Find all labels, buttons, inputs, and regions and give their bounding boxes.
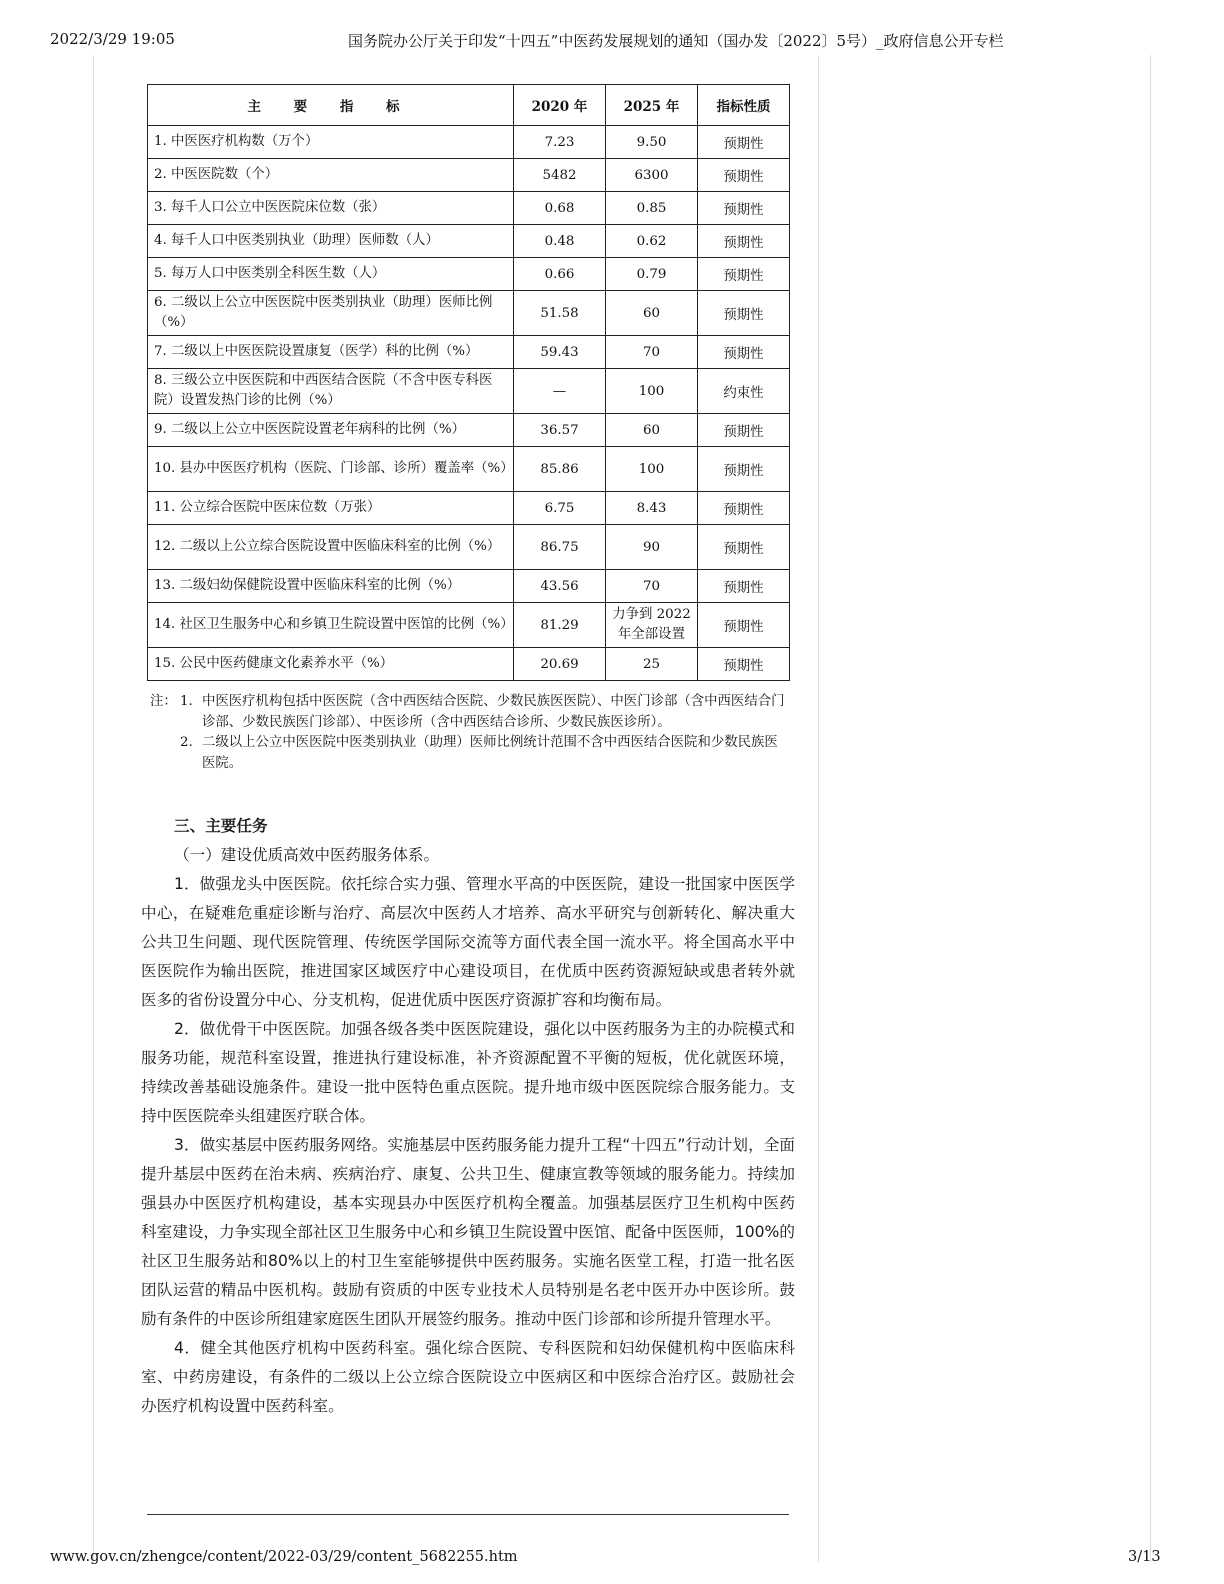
indicator-name-cell: 8. 三级公立中医医院和中西医结合医院（不含中医专科医院）设置发热门诊的比例（%） bbox=[148, 369, 514, 414]
value-2025-cell: 0.79 bbox=[606, 258, 698, 291]
table-row bbox=[148, 369, 790, 414]
content-bottom-rule bbox=[147, 1514, 789, 1515]
paragraph: 1．做强龙头中医医院。依托综合实力强、管理水平高的中医医院，建设一批国家中医医学中心，在疑难危重症诊断与治疗、高层次中医药人才培养、高水平研究与创新转化、解决重大公共卫生问题、现代医院管理、传统医学国际交流等方面代表全国一流水平。将全国高水平中医医院作为输出医院，推进国家区域医疗中心建设项目，在优质中医药资源短缺或患者转外就医多的省份设置分中心、分支机构，促进优质中医医疗资源扩容和均衡布局。 bbox=[141, 875, 795, 1009]
note-lead: 注： bbox=[150, 694, 177, 709]
value-2025-cell: 100 bbox=[606, 447, 698, 492]
table-row bbox=[148, 159, 790, 192]
value-2020-cell: 0.68 bbox=[514, 192, 606, 225]
table-row bbox=[148, 414, 790, 447]
nature-cell: 预期性 bbox=[698, 492, 790, 525]
table-row bbox=[148, 336, 790, 369]
nature-cell: 预期性 bbox=[698, 225, 790, 258]
value-2025-cell: 70 bbox=[606, 336, 698, 369]
table-header-row bbox=[148, 85, 790, 126]
table-row bbox=[148, 492, 790, 525]
print-datetime: 2022/3/29 19:05 bbox=[50, 30, 175, 48]
column-header-2025: 2025 年 bbox=[606, 85, 698, 126]
value-2020-cell: 0.66 bbox=[514, 258, 606, 291]
table-row bbox=[148, 648, 790, 681]
nature-cell: 预期性 bbox=[698, 570, 790, 603]
indicator-name-cell: 12. 二级以上公立综合医院设置中医临床科室的比例（%） bbox=[148, 525, 514, 570]
note-number: 1. bbox=[180, 694, 193, 709]
note-item bbox=[150, 692, 790, 733]
value-2025-cell: 25 bbox=[606, 648, 698, 681]
note-item bbox=[150, 733, 790, 774]
value-2020-cell: 36.57 bbox=[514, 414, 606, 447]
value-2020-cell: 59.43 bbox=[514, 336, 606, 369]
table-notes bbox=[150, 692, 790, 774]
indicator-name-cell: 1. 中医医疗机构数（万个） bbox=[148, 126, 514, 159]
value-2025-cell: 8.43 bbox=[606, 492, 698, 525]
page-number: 3/13 bbox=[1128, 1549, 1161, 1565]
section-title: 三、主要任务 bbox=[174, 817, 268, 835]
paragraph: 2．做优骨干中医医院。加强各级各类中医医院建设，强化以中医药服务为主的办院模式和服务功能，规范科室设置，推进执行建设标准，补齐资源配置不平衡的短板，优化就医环境，持续改善基础设施条件。建设一批中医特色重点医院。提升地市级中医医院综合服务能力。支持中医医院牵头组建医疗联合体。 bbox=[141, 1020, 795, 1125]
left-margin-rule bbox=[93, 55, 94, 1562]
table-body bbox=[148, 126, 790, 681]
table-row bbox=[148, 447, 790, 492]
page-right-rule bbox=[1150, 55, 1151, 1562]
value-2025-cell: 100 bbox=[606, 369, 698, 414]
nature-cell: 预期性 bbox=[698, 258, 790, 291]
value-2025-cell: 9.50 bbox=[606, 126, 698, 159]
indicator-name-cell: 13. 二级妇幼保健院设置中医临床科室的比例（%） bbox=[148, 570, 514, 603]
value-2020-cell: 51.58 bbox=[514, 291, 606, 336]
value-2025-cell: 70 bbox=[606, 570, 698, 603]
indicator-name-cell: 7. 二级以上中医医院设置康复（医学）科的比例（%） bbox=[148, 336, 514, 369]
nature-cell: 预期性 bbox=[698, 126, 790, 159]
value-2025-cell: 6300 bbox=[606, 159, 698, 192]
subsection-title: （一）建设优质高效中医药服务体系。 bbox=[174, 846, 440, 864]
nature-cell: 预期性 bbox=[698, 159, 790, 192]
table-row bbox=[148, 291, 790, 336]
value-2025-cell: 60 bbox=[606, 291, 698, 336]
indicator-name-cell: 14. 社区卫生服务中心和乡镇卫生院设置中医馆的比例（%） bbox=[148, 603, 514, 648]
nature-cell: 预期性 bbox=[698, 648, 790, 681]
indicator-name-cell: 11. 公立综合医院中医床位数（万张） bbox=[148, 492, 514, 525]
value-2020-cell: 86.75 bbox=[514, 525, 606, 570]
value-2025-cell: 力争到 2022 年全部设置 bbox=[606, 603, 698, 648]
table-row bbox=[148, 126, 790, 159]
value-2025-cell: 0.85 bbox=[606, 192, 698, 225]
nature-cell: 约束性 bbox=[698, 369, 790, 414]
indicator-name-cell: 5. 每万人口中医类别全科医生数（人） bbox=[148, 258, 514, 291]
paragraph: 4．健全其他医疗机构中医药科室。强化综合医院、专科医院和妇幼保健机构中医临床科室、中药房建设，有条件的二级以上公立综合医院设立中医病区和中医综合治疗区。鼓励社会办医疗机构设置中医药科室。 bbox=[141, 1339, 795, 1415]
value-2020-cell: 20.69 bbox=[514, 648, 606, 681]
value-2025-cell: 60 bbox=[606, 414, 698, 447]
note-text: 中医医疗机构包括中医医院（含中西医结合医院、少数民族医医院）、中医门诊部（含中西医结合门诊部、少数民族医门诊部）、中医诊所（含中西医结合诊所、少数民族医诊所）。 bbox=[202, 694, 785, 730]
note-number: 2. bbox=[180, 735, 193, 750]
value-2020-cell: 5482 bbox=[514, 159, 606, 192]
value-2020-cell: 81.29 bbox=[514, 603, 606, 648]
nature-cell: 预期性 bbox=[698, 603, 790, 648]
value-2020-cell: 6.75 bbox=[514, 492, 606, 525]
value-2025-cell: 0.62 bbox=[606, 225, 698, 258]
value-2020-cell: 0.48 bbox=[514, 225, 606, 258]
indicator-name-cell: 9. 二级以上公立中医医院设置老年病科的比例（%） bbox=[148, 414, 514, 447]
indicator-name-cell: 4. 每千人口中医类别执业（助理）医师数（人） bbox=[148, 225, 514, 258]
value-2020-cell: 43.56 bbox=[514, 570, 606, 603]
indicator-table bbox=[147, 84, 790, 681]
main-content bbox=[141, 812, 795, 1421]
nature-cell: 预期性 bbox=[698, 192, 790, 225]
indicator-name-cell: 3. 每千人口公立中医医院床位数（张） bbox=[148, 192, 514, 225]
value-2020-cell: — bbox=[514, 369, 606, 414]
indicator-name-cell: 6. 二级以上公立中医医院中医类别执业（助理）医师比例（%） bbox=[148, 291, 514, 336]
nature-cell: 预期性 bbox=[698, 447, 790, 492]
value-2020-cell: 7.23 bbox=[514, 126, 606, 159]
paragraph: 3．做实基层中医药服务网络。实施基层中医药服务能力提升工程“十四五”行动计划，全面提升基层中医药在治未病、疾病治疗、康复、公共卫生、健康宣教等领域的服务能力。持续加强县办中医医疗机构建设，基本实现县办中医医疗机构全覆盖。加强基层医疗卫生机构中医药科室建设，力争实现全部社区卫生服务中心和乡镇卫生院设置中医馆、配备中医医师，100%的社区卫生服务站和80%以上的村卫生室能够提供中医药服务。实施名医堂工程，打造一批名医团队运营的精品中医机构。鼓励有资质的中医专业技术人员特别是名老中医开办中医诊所。鼓励有条件的中医诊所组建家庭医生团队开展签约服务。推动中医门诊部和诊所提升管理水平。 bbox=[141, 1136, 795, 1328]
nature-cell: 预期性 bbox=[698, 291, 790, 336]
page-title: 国务院办公厅关于印发“十四五”中医药发展规划的通知（国办发〔2022〕5号）_政府信息公开专栏 bbox=[348, 32, 1004, 50]
content-right-rule bbox=[818, 55, 819, 1562]
table-row bbox=[148, 603, 790, 648]
column-header-indicator: 主 要 指 标 bbox=[148, 85, 514, 126]
table-row bbox=[148, 258, 790, 291]
table-row bbox=[148, 525, 790, 570]
nature-cell: 预期性 bbox=[698, 525, 790, 570]
column-header-2020: 2020 年 bbox=[514, 85, 606, 126]
value-2025-cell: 90 bbox=[606, 525, 698, 570]
indicator-name-cell: 10. 县办中医医疗机构（医院、门诊部、诊所）覆盖率（%） bbox=[148, 447, 514, 492]
indicator-name-cell: 15. 公民中医药健康文化素养水平（%） bbox=[148, 648, 514, 681]
nature-cell: 预期性 bbox=[698, 414, 790, 447]
table-row bbox=[148, 570, 790, 603]
table-row bbox=[148, 225, 790, 258]
table-row bbox=[148, 192, 790, 225]
indicator-name-cell: 2. 中医医院数（个） bbox=[148, 159, 514, 192]
column-header-nature: 指标性质 bbox=[698, 85, 790, 126]
page-url: www.gov.cn/zhengce/content/2022-03/29/content_5682255.htm bbox=[50, 1549, 518, 1565]
nature-cell: 预期性 bbox=[698, 336, 790, 369]
value-2020-cell: 85.86 bbox=[514, 447, 606, 492]
note-text: 二级以上公立中医医院中医类别执业（助理）医师比例统计范围不含中西医结合医院和少数民族医医院。 bbox=[202, 735, 778, 771]
